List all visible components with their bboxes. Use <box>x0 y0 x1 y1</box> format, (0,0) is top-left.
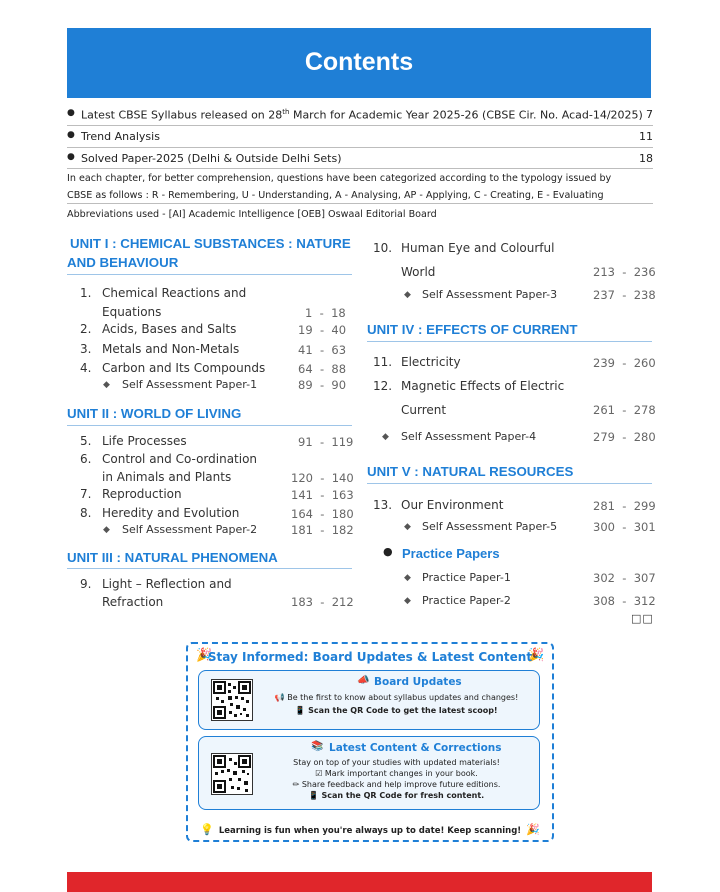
party-popper-icon: 🎉 <box>526 823 540 836</box>
page-range: 89 - 90 <box>298 378 347 392</box>
page-range: 261 - 278 <box>593 403 656 417</box>
page-range: 91 - 119 <box>298 435 354 449</box>
page-range: 300 - 301 <box>593 520 656 534</box>
divider <box>67 168 653 169</box>
megaphone-icon: 📣 <box>357 675 370 686</box>
promo-title: Stay Informed: Board Updates & Latest Content <box>207 650 533 664</box>
divider <box>67 203 653 204</box>
end-mark: □□ <box>631 612 654 625</box>
page-range: 183 - 212 <box>291 595 354 609</box>
bullet-icon: ● <box>67 108 75 118</box>
page-range: 120 - 140 <box>291 471 354 485</box>
toc-item-trend-analysis[interactable]: ● Trend Analysis 11 <box>67 130 653 143</box>
toc-item-syllabus[interactable]: ● Latest CBSE Syllabus released on 28th March for Academic Year 2025-26 (CBSE Cir. No. Acad-14/2025) 7 <box>67 108 653 122</box>
page-range: 164 - 180 <box>291 507 354 521</box>
unit-rule <box>67 425 352 426</box>
lightbulb-icon: 💡 <box>200 823 214 836</box>
books-icon: 📚 <box>311 741 324 752</box>
page-range: 141 - 163 <box>291 488 354 502</box>
page-range: 181 - 182 <box>291 523 354 537</box>
diamond-icon: ◆ <box>404 573 411 583</box>
qr-code-icon[interactable] <box>211 679 253 721</box>
divider <box>67 125 653 126</box>
diamond-icon: ◆ <box>103 380 110 390</box>
footer-bar <box>67 872 652 892</box>
bullet-icon: ● <box>67 152 75 162</box>
diamond-icon: ◆ <box>103 525 110 535</box>
page-range: 19 - 40 <box>298 323 347 337</box>
page-range: 64 - 88 <box>298 362 347 376</box>
toc-item-solved-paper[interactable]: ● Solved Paper-2025 (Delhi & Outside Delhi Sets) 18 <box>67 152 653 165</box>
page-range: 279 - 280 <box>593 430 656 444</box>
page-range: 302 - 307 <box>593 571 656 585</box>
latest-content-card[interactable]: 📚 Latest Content & Corrections Stay on top of your studies with updated materials! ☑ Mark important changes in your book. ✏ Share feedback and help improve future editions. 📱 Scan the QR Code for fresh content. <box>198 736 540 810</box>
page-range: 308 - 312 <box>593 594 656 608</box>
unit-heading-1: UNIT I : CHEMICAL SUBSTANCES : NATURE AND BEHAVIOUR <box>67 236 351 270</box>
board-updates-card[interactable]: 📣 Board Updates 📢 Be the first to know about syllabus updates and changes! 📱 Scan the QR Code to get the latest scoop! <box>198 670 540 730</box>
unit-heading-3: UNIT III : NATURAL PHENOMENA <box>67 550 278 565</box>
party-popper-icon: 🎉 <box>528 648 545 663</box>
unit-rule <box>367 483 652 484</box>
bullet-icon: ● <box>67 130 75 140</box>
unit-heading-2: UNIT II : WORLD OF LIVING <box>67 406 242 421</box>
unit-rule <box>367 341 652 342</box>
page-number: 11 <box>639 130 653 143</box>
page-range: 213 - 236 <box>593 265 656 279</box>
unit-heading-4: UNIT IV : EFFECTS OF CURRENT <box>367 322 578 337</box>
abbreviations-note: Abbreviations used - [AI] Academic Intelligence [OEB] Oswaal Editorial Board <box>67 209 437 220</box>
diamond-icon: ◆ <box>404 290 411 300</box>
diamond-icon: ◆ <box>382 432 389 442</box>
page-range: 41 - 63 <box>298 343 347 357</box>
divider <box>67 147 653 148</box>
page-title: Contents <box>304 48 414 76</box>
page-range: 237 - 238 <box>593 288 656 302</box>
page-range: 1 - 18 <box>305 306 346 320</box>
promo-footer: 💡 Learning is fun when you're always up to date! Keep scanning! 🎉 <box>200 823 540 836</box>
page-range: 239 - 260 <box>593 356 656 370</box>
bullet-icon: ● <box>383 545 393 558</box>
party-popper-icon: 🎉 <box>196 648 213 663</box>
page-range: 281 - 299 <box>593 499 656 513</box>
diamond-icon: ◆ <box>404 596 411 606</box>
checkbox-icon: ☑ <box>315 769 323 778</box>
promo-box <box>186 642 554 842</box>
phone-scan-icon: 📱 <box>308 791 319 800</box>
typology-note: In each chapter, for better comprehension, questions have been categorized according to the typology issued by CBSE as follows : R - Remembering, U - Understanding, A - Analysing, AP - Applying, C - Creating, E - Evaluating <box>67 173 612 201</box>
unit-heading-5: UNIT V : NATURAL RESOURCES <box>367 464 574 479</box>
megaphone-icon: 📢 <box>274 693 285 702</box>
qr-code-icon[interactable] <box>211 753 253 795</box>
unit-rule <box>67 568 352 569</box>
page-number: 18 <box>639 152 653 165</box>
diamond-icon: ◆ <box>404 522 411 532</box>
phone-scan-icon: 📱 <box>295 706 306 715</box>
contents-banner <box>67 28 651 98</box>
unit-rule <box>67 274 352 275</box>
page-number: 7 <box>646 108 653 121</box>
pencil-icon: ✏ <box>292 780 300 789</box>
